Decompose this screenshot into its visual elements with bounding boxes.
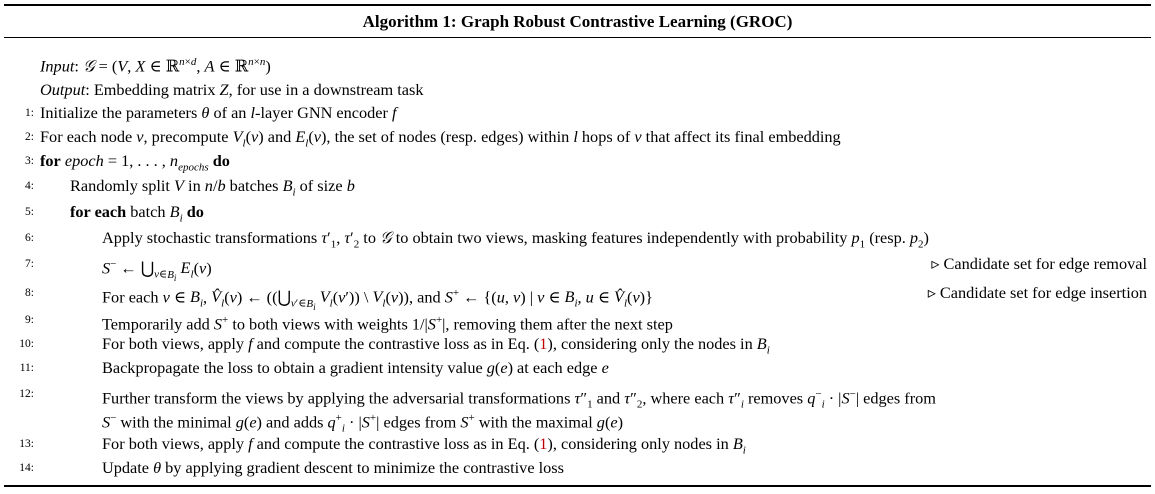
bottom-rule xyxy=(4,485,1151,487)
input-line: Input: 𝒢 = (V, X ∈ ℝ$^{n\times d}$, A ∈ ℝ$^{n\times n}$) xyxy=(40,56,271,76)
line-number: 6: xyxy=(25,232,34,244)
top-rule xyxy=(4,4,1151,6)
algorithm-line-9: 9: Temporarily add S+ to both views with weights 1/|S+|, removing them after the next step xyxy=(0,310,1155,330)
line-number: 14: xyxy=(19,462,34,474)
algorithm-line-1: 1: Initialize the parameters θ of an l-layer GNN encoder f xyxy=(0,103,1155,123)
algorithm-line-13: 13: For both views, apply f and compute the contrastive loss as in Eq. (1), considering only nodes in $B_i$ xyxy=(0,434,1155,454)
line-number: 4: xyxy=(25,180,34,192)
line-number: 11: xyxy=(19,362,34,374)
algorithm-line-4: 4: Randomly split V in n/b batches $B_i$ of size b xyxy=(0,176,1155,196)
algorithm-line-7: 7: S− ← $⋃_{v\in B_i}$ $E_l(v)$ ▹ Candidate set for edge removal xyxy=(0,254,1155,274)
line-number: 2: xyxy=(25,131,34,143)
line-number: 10: xyxy=(19,338,34,350)
line-number: 8: xyxy=(25,287,34,299)
algorithm-line-12-continued: S− with the minimal g(e) and adds $q^+_i \cdot |S^+|$ edges from S+ with the maximal g(e) xyxy=(102,412,624,435)
line-number: 1: xyxy=(25,107,34,119)
output-line: Output: Embedding matrix Z, for use in a downstream task xyxy=(40,80,424,99)
algorithm-line-8: 8: For each v ∈ $B_i$, $V̂_l(v)$ ← (($⋃_{v'\in B_i}$ $V_l(v')$) \ $V_l(v)$), and S+ ← {(u, v) | v ∈ $B_i$, u ∈ $V̂_l(v)$} ▹ Candidate set for edge insertion xyxy=(0,283,1155,303)
line-number: 12: xyxy=(19,388,34,400)
line-number: 9: xyxy=(25,314,34,326)
title-rule xyxy=(4,37,1151,38)
line-number: 3: xyxy=(25,155,34,167)
algorithm-line-3: 3: for epoch = 1, . . . , $n_{epochs}$ do xyxy=(0,151,1155,171)
algorithm-line-11: 11: Backpropagate the loss to obtain a gradient intensity value g(e) at each edge e xyxy=(0,358,1155,378)
line-comment: ▹ Candidate set for edge removal xyxy=(931,254,1147,273)
line-number: 5: xyxy=(25,206,34,218)
algorithm-line-2: 2: For each node v, precompute $V_l(v)$ and $E_l(v)$, the set of nodes (resp. edges) within l hops of v that affect its final embedding xyxy=(0,127,1155,147)
line-number: 7: xyxy=(25,258,34,270)
algorithm-title: Algorithm 1: Graph Robust Contrastive Learning (GROC) xyxy=(362,12,793,31)
line-comment: ▹ Candidate set for edge insertion xyxy=(927,283,1147,302)
algorithm-line-14: 14: Update θ by applying gradient descent to minimize the contrastive loss xyxy=(0,458,1155,478)
algorithm-line-12: 12: Further transform the views by applying the adversarial transformations $\tau''_1$ and $\tau''_2$, where each $\tau''_i$ removes $q^-_i \cdot |S^-|$ edges from xyxy=(0,384,1155,404)
algorithm-line-5: 5: for each batch $B_i$ do xyxy=(0,202,1155,222)
line-number: 13: xyxy=(19,438,34,450)
algorithm-line-10: 10: For both views, apply f and compute the contrastive loss as in Eq. (1), considering only the nodes in $B_i$ xyxy=(0,334,1155,354)
algorithm-line-6: 6: Apply stochastic transformations $\tau'_1$, $\tau'_2$ to 𝒢 to obtain two views, masking features independently with probability $p_1$ (resp. $p_2$) xyxy=(0,228,1155,248)
